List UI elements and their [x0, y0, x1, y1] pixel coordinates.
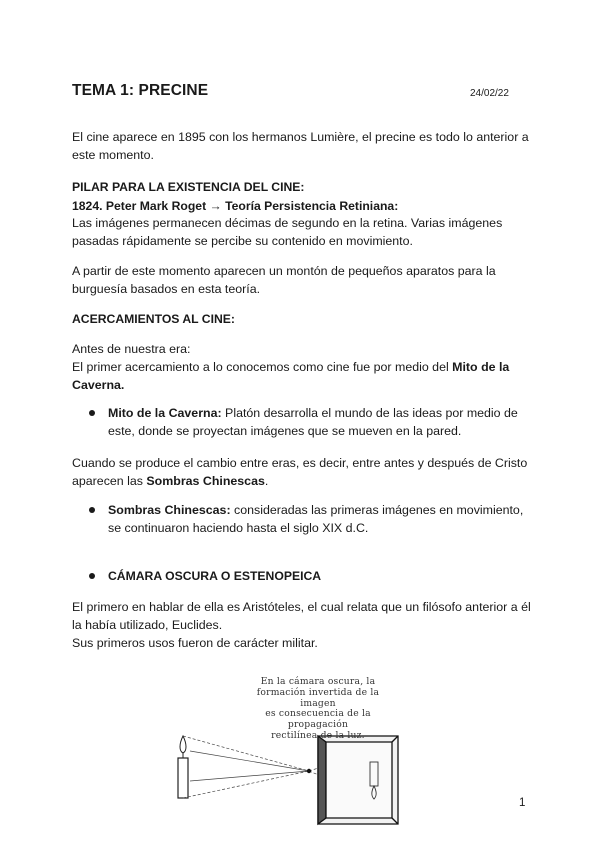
caption-line-2: formación invertida de la imagen [256, 686, 380, 709]
caption-line-3: es consecuencia de la propagación [265, 708, 371, 731]
bullet-camara [89, 573, 95, 579]
cambio-text: aparecen las [72, 474, 147, 488]
cambio-period: . [264, 474, 269, 488]
cambio-line-1: Cuando se produce el cambio entre eras, es decir, entre antes y después de Cristo [72, 456, 528, 470]
camara-line-2: la había utilizado, Euclides. [72, 618, 223, 632]
pilar-line-2: pasadas rápidamente se percibe su contenido en movimiento. [72, 234, 413, 248]
acercamiento-text: El primer acercamiento a lo conocemos como cine fue por medio del [72, 360, 453, 374]
caption-line-1: En la cámara oscura, la [260, 676, 376, 687]
page-number: 1 [519, 797, 526, 809]
mito-text-1: Platón desarrolla el mundo de las ideas por medio de [221, 406, 518, 420]
sombras-text-2: se continuaron haciendo hasta el siglo XIX d.C. [108, 521, 369, 535]
subheading-roget: 1824. Peter Mark Roget → Teoría Persistencia Retiniana: [72, 199, 399, 213]
camara-heading: CÁMARA OSCURA O ESTENOPEICA [108, 569, 322, 583]
aparatos-line-1: A partir de este momento aparecen un montón de pequeños aparatos para la [72, 264, 496, 278]
caverna-text: Caverna. [72, 378, 125, 392]
dark-box [318, 736, 398, 824]
figure-caption [238, 677, 398, 742]
mito-text-2: este, donde se proyectan imágenes que se mueven en la pared. [108, 424, 462, 438]
camara-paragraph [72, 598, 531, 652]
cambio-paragraph [72, 454, 527, 490]
intro-line-2: este momento. [72, 148, 154, 162]
intro-paragraph [72, 128, 529, 164]
caption-line-4: rectilínea de la luz. [271, 729, 365, 741]
bullet-sombras [89, 507, 95, 513]
section-heading-pilar: PILAR PARA LA EXISTENCIA DEL CINE: [72, 180, 305, 194]
mito-label: Mito de la Caverna: [108, 406, 222, 420]
camara-line-3: Sus primeros usos fueron de carácter militar. [72, 636, 318, 650]
acercamientos-paragraph [72, 340, 509, 394]
page-title: TEMA 1: PRECINE [72, 82, 209, 99]
sombras-text: Sombras Chinescas [146, 474, 265, 488]
camara-line-1: El primero en hablar de ella es Aristóteles, el cual relata que un filósofo anterior a él [72, 600, 531, 614]
pinhole [307, 769, 311, 773]
pilar-paragraph [72, 214, 502, 250]
bullet-mito-text [108, 404, 518, 440]
bullet-sombras-text [108, 501, 523, 537]
intro-line-1: El cine aparece en 1895 con los hermanos Lumière, el precine es todo lo anterior a [72, 130, 529, 144]
era-line: Antes de nuestra era: [72, 342, 191, 356]
aparatos-line-2: burguesía basados en esta teoría. [72, 282, 261, 296]
candle-drawing [178, 736, 188, 798]
section-heading-acercamientos: ACERCAMIENTOS AL CINE: [72, 312, 235, 326]
mito-link-text: Mito de la [452, 360, 510, 374]
bullet-mito [89, 410, 95, 416]
pilar-line-1: Las imágenes permanecen décimas de segundo en la retina. Varias imágenes [72, 216, 503, 230]
sombras-text-1: consideradas las primeras imágenes en movimiento, [230, 503, 524, 517]
sombras-label: Sombras Chinescas: [108, 503, 231, 517]
document-date: 24/02/22 [470, 88, 509, 99]
aparatos-paragraph [72, 262, 496, 298]
acercamiento-line [72, 358, 509, 376]
